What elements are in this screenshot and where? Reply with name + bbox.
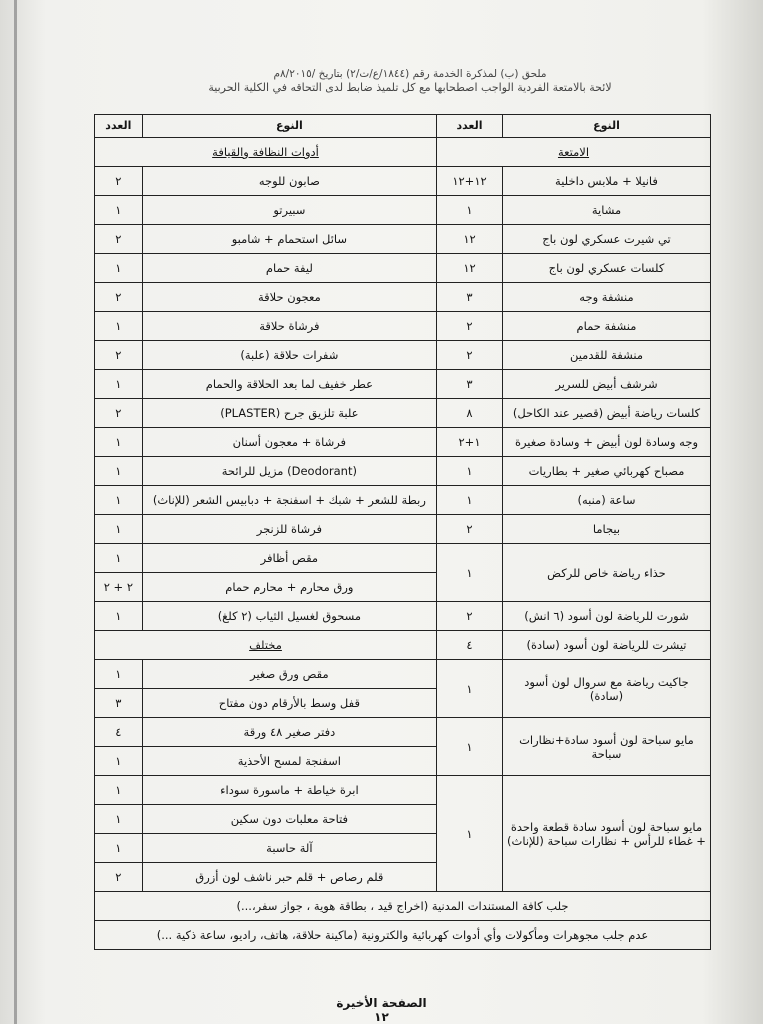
item-count: ٨ — [437, 399, 503, 428]
section-row — [95, 138, 711, 167]
item-name: ساعة (منبه) — [502, 486, 710, 515]
table-row — [95, 631, 711, 660]
col-header-count-left: العدد — [95, 115, 143, 138]
note-prohibited: عدم جلب مجوهرات ومأكولات وأي أدوات كهربائية والكترونية (ماكينة حلاقة، هاتف، راديو، ساعة ذكية ...) — [95, 921, 711, 950]
item-count: ١ — [437, 718, 503, 776]
item-count: ١ — [437, 776, 503, 892]
section-label: أدوات النظافة والقيافة — [212, 145, 319, 159]
item-count: ٢ — [95, 167, 143, 196]
item-count: ١ — [95, 747, 143, 776]
table-row — [95, 399, 711, 428]
last-page-label: الصفحة الأخيرة — [336, 996, 427, 1010]
page-footer — [0, 996, 763, 1024]
item-name: منشفة حمام — [502, 312, 710, 341]
item-name: ورق محارم + محارم حمام — [142, 573, 436, 602]
item-name: مقص أظافر — [142, 544, 436, 573]
items-table — [94, 114, 711, 950]
table-row — [95, 776, 711, 805]
table-row — [95, 718, 711, 747]
item-count: ١ — [437, 196, 503, 225]
section-label: الامتعة — [557, 145, 590, 159]
item-name: جاكيت رياضة مع سروال لون أسود (سادة) — [502, 660, 710, 718]
table-row — [95, 602, 711, 631]
table-row — [95, 544, 711, 573]
item-name: فتاحة معلبات دون سكين — [142, 805, 436, 834]
table-row — [95, 225, 711, 254]
item-count: ١ — [95, 428, 143, 457]
item-name: سائل استحمام + شامبو — [142, 225, 436, 254]
item-name: علبة تلزيق جرح (PLASTER) — [142, 399, 436, 428]
item-count: ٢ — [437, 515, 503, 544]
item-count: ١ — [437, 544, 503, 602]
table-row — [95, 486, 711, 515]
item-count: ١ — [95, 834, 143, 863]
item-name: (Deodorant) مزيل للرائحة — [142, 457, 436, 486]
item-name: مايو سباحة لون أسود سادة+نظارات سباحة — [502, 718, 710, 776]
item-count: ١ — [437, 660, 503, 718]
item-count: ٢ + ٢ — [95, 573, 143, 602]
item-count: ١ — [437, 486, 503, 515]
header-line-1: ملحق (ب) لمذكرة الخدمة رقم (١٨٤٤/ع/ت/٢) بتاريخ /٨/٢٠١٥م — [273, 68, 547, 80]
item-count: ٢ — [437, 602, 503, 631]
item-name: فرشاة + معجون أسنان — [142, 428, 436, 457]
item-name: بيجاما — [502, 515, 710, 544]
item-name: مسحوق لغسيل الثياب (٢ كلغ) — [142, 602, 436, 631]
item-count: ١ — [95, 515, 143, 544]
item-count: ٢ — [95, 863, 143, 892]
table-row — [95, 196, 711, 225]
item-count: ٤ — [437, 631, 503, 660]
table-header-row — [95, 115, 711, 138]
table-row — [95, 312, 711, 341]
table-row — [95, 660, 711, 689]
item-name: صابون للوجه — [142, 167, 436, 196]
item-name: دفتر صغير ٤٨ ورقة — [142, 718, 436, 747]
item-name: كلسات عسكري لون باج — [502, 254, 710, 283]
item-count: ١٢ — [437, 225, 503, 254]
item-count: ١ — [95, 457, 143, 486]
item-count: ١ — [95, 254, 143, 283]
item-name: شورت للرياضة لون أسود (٦ انش) — [502, 602, 710, 631]
item-name: آلة حاسبة — [142, 834, 436, 863]
item-name: فرشاة حلاقة — [142, 312, 436, 341]
note-row — [95, 892, 711, 921]
item-name: منشفة وجه — [502, 283, 710, 312]
item-name: قلم رصاص + قلم حبر ناشف لون أزرق — [142, 863, 436, 892]
item-count: ٣ — [437, 283, 503, 312]
item-count: ١ — [95, 486, 143, 515]
item-count: ١+٢ — [437, 428, 503, 457]
table-row — [95, 341, 711, 370]
item-count: ٤ — [95, 718, 143, 747]
item-count: ١ — [95, 370, 143, 399]
item-count: ١ — [95, 776, 143, 805]
table-row — [95, 167, 711, 196]
item-count: ١ — [95, 196, 143, 225]
section-title-misc — [95, 631, 437, 660]
col-header-count-right: العدد — [437, 115, 503, 138]
table-row — [95, 283, 711, 312]
table-row — [95, 428, 711, 457]
table-row — [95, 370, 711, 399]
item-count: ١٢ — [437, 254, 503, 283]
item-count: ٢ — [95, 399, 143, 428]
item-count: ١ — [95, 312, 143, 341]
item-name: منشفة للقدمين — [502, 341, 710, 370]
table-row — [95, 457, 711, 486]
document-header — [150, 68, 670, 94]
item-name: مشاية — [502, 196, 710, 225]
section-title-hygiene — [95, 138, 437, 167]
item-name: مقص ورق صغير — [142, 660, 436, 689]
item-name: معجون حلاقة — [142, 283, 436, 312]
section-label: مختلف — [249, 638, 282, 652]
item-count: ١ — [437, 457, 503, 486]
table-row — [95, 254, 711, 283]
item-name: فانيلا + ملابس داخلية — [502, 167, 710, 196]
item-count: ٢ — [95, 341, 143, 370]
note-row — [95, 921, 711, 950]
item-count: ١ — [95, 660, 143, 689]
item-name: شفرات حلاقة (علبة) — [142, 341, 436, 370]
item-name: قفل وسط بالأرقام دون مفتاح — [142, 689, 436, 718]
section-title-baggage — [437, 138, 711, 167]
item-count: ٢ — [437, 341, 503, 370]
item-count: ٢ — [437, 312, 503, 341]
note-documents: جلب كافة المستندات المدنية (اخراج قيد ، بطاقة هوية ، جواز سفر،...) — [95, 892, 711, 921]
item-count: ٣ — [95, 689, 143, 718]
item-name: عطر خفيف لما بعد الحلاقة والحمام — [142, 370, 436, 399]
item-name: وجه وسادة لون أبيض + وسادة صغيرة — [502, 428, 710, 457]
item-count: ٢ — [95, 283, 143, 312]
item-count: ١٢+١٢ — [437, 167, 503, 196]
item-count: ١ — [95, 805, 143, 834]
item-name: تي شيرت عسكري لون باج — [502, 225, 710, 254]
item-name: سبيرتو — [142, 196, 436, 225]
item-name: حذاء رياضة خاص للركض — [502, 544, 710, 602]
page-edge-shadow — [14, 0, 17, 1024]
col-header-type-left: النوع — [142, 115, 436, 138]
item-name: تيشرت للرياضة لون أسود (سادة) — [502, 631, 710, 660]
table-row — [95, 515, 711, 544]
item-name: شرشف أبيض للسرير — [502, 370, 710, 399]
header-line-2: لائحة بالامتعة الفردية الواجب اصطحابها مع كل تلميذ ضابط لدى التحاقه في الكلية الحربية — [208, 81, 612, 94]
col-header-type-right: النوع — [502, 115, 710, 138]
item-name: فرشاة للزنجر — [142, 515, 436, 544]
item-count: ١ — [95, 544, 143, 573]
item-name: كلسات رياضة أبيض (قصير عند الكاحل) — [502, 399, 710, 428]
page-number: ١٢ — [374, 1010, 389, 1024]
item-name: مصباح كهربائي صغير + بطاريات — [502, 457, 710, 486]
item-name: اسفنجة لمسح الأحذية — [142, 747, 436, 776]
item-name: ربطة للشعر + شبك + اسفنجة + دبابيس الشعر (للإناث) — [142, 486, 436, 515]
item-name: ليفة حمام — [142, 254, 436, 283]
item-name: مايو سباحة لون أسود سادة قطعة واحدة + غطاء للرأس + نظارات سباحة (للإناث) — [502, 776, 710, 892]
item-count: ٣ — [437, 370, 503, 399]
item-count: ١ — [95, 602, 143, 631]
item-count: ٢ — [95, 225, 143, 254]
item-name: ابرة خياطة + ماسورة سوداء — [142, 776, 436, 805]
